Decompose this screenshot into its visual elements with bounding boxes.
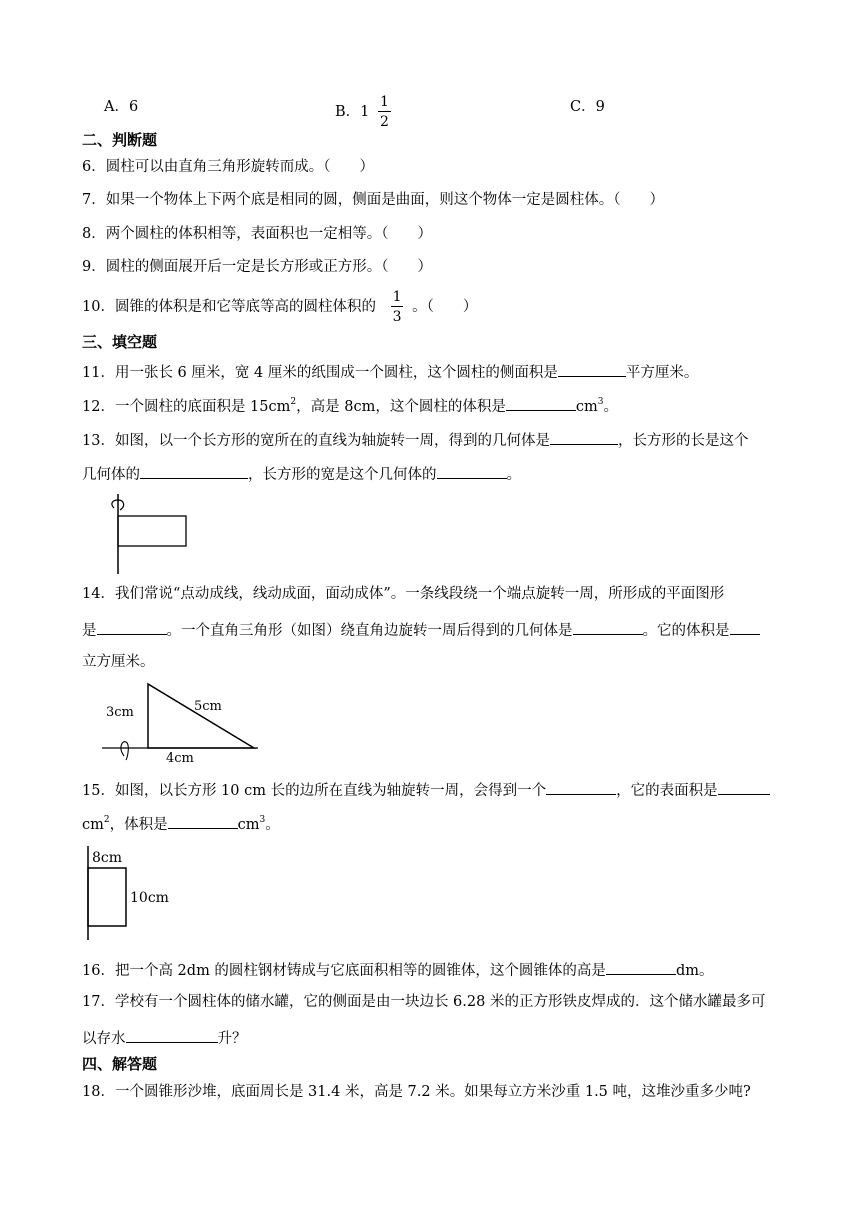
question-7: 7．如果一个物体上下两个底是相同的圆，侧面是曲面，则这个物体一定是圆柱体。（ ） — [82, 192, 664, 208]
question-17-line-1: 17．学校有一个圆柱体的储水罐，它的侧面是由一块边长 6.28 米的正方形铁皮焊成的．这个储水罐最多可 — [82, 994, 766, 1010]
triangle-hypotenuse-label: 5cm — [194, 699, 222, 714]
answer-blank[interactable] — [140, 462, 248, 479]
question-15-line-1 — [82, 778, 770, 801]
option-b-fraction — [378, 95, 391, 129]
superscript: 2 — [103, 815, 110, 825]
fraction-numerator: 1 — [380, 94, 389, 110]
question-15-unit: cm — [82, 817, 104, 833]
answer-blank[interactable] — [506, 394, 576, 411]
question-15-text: 15．如图，以长方形 10 cm 长的边所在直线为轴旋转一周，会得到一个 — [82, 783, 547, 799]
question-10-tail: 。（ ） — [412, 299, 478, 315]
rectangle-shape — [118, 516, 186, 546]
question-12 — [82, 394, 618, 417]
question-12-text-2: ，高是 8cm，这个圆柱的体积是 — [296, 399, 506, 415]
option-c: C．9 — [570, 99, 605, 115]
answer-blank[interactable] — [546, 778, 616, 795]
question-16 — [82, 958, 713, 981]
rectangle-top-label: 8cm — [92, 850, 123, 866]
answer-blank[interactable] — [606, 958, 676, 975]
triangle-height-label: 3cm — [106, 705, 134, 720]
question-13-end: 。 — [506, 467, 521, 483]
rectangle-rotation-figure — [108, 490, 194, 576]
fraction-denominator: 3 — [392, 309, 402, 325]
question-8: 8．两个圆柱的体积相等，表面积也一定相等。（ ） — [82, 226, 432, 242]
question-15-end: 。 — [265, 817, 280, 833]
answer-blank[interactable] — [573, 618, 643, 635]
answer-blank[interactable] — [558, 360, 626, 377]
answer-blank[interactable] — [126, 1026, 218, 1043]
question-13-line-1 — [82, 428, 748, 451]
question-17-line-2 — [82, 1026, 247, 1049]
rectangle-shape — [88, 868, 126, 926]
section-solve-title: 四、解答题 — [82, 1055, 158, 1073]
question-11 — [82, 360, 698, 383]
question-16-unit: dm。 — [675, 963, 714, 979]
question-14-line-1: 14．我们常说“点动成线，线动成面，面动成体”。一条线段绕一个端点旋转一周，所形成的平面图形 — [82, 586, 725, 602]
question-18: 18．一个圆锥形沙堆，底面周长是 31.4 米，高是 7.2 米。如果每立方米沙重 1.5 吨，这堆沙重多少吨? — [82, 1084, 751, 1100]
section-fill-title: 三、填空题 — [82, 333, 158, 351]
question-15-text-3: ，体积是 — [109, 817, 168, 833]
fraction-numerator: 1 — [392, 289, 402, 305]
question-11-text: 11．用一张长 6 厘米，宽 4 厘米的纸围成一个圆柱，这个圆柱的侧面积是 — [82, 365, 558, 381]
answer-blank[interactable] — [550, 428, 618, 445]
question-12-text: 12．一个圆柱的底面积是 15cm — [82, 399, 291, 415]
question-14-text-3: 。它的体积是 — [642, 623, 730, 639]
question-11-unit: 平方厘米。 — [625, 365, 699, 381]
fraction-denominator: 2 — [380, 114, 389, 130]
question-14-line-3: 立方厘米。 — [82, 654, 155, 670]
question-6: 6．圆柱可以由直角三角形旋转而成。（ ） — [82, 159, 374, 175]
question-13-text-3: 几何体的 — [82, 467, 140, 483]
superscript: 3 — [259, 815, 266, 825]
option-a: A．6 — [104, 99, 139, 115]
question-15-line-2 — [82, 812, 280, 835]
question-10-fraction — [391, 290, 404, 324]
option-b-prefix: B．1 — [335, 104, 370, 120]
question-13-text-4: ，长方形的宽是这个几何体的 — [248, 467, 437, 483]
question-15-unit-2: cm — [237, 817, 260, 833]
answer-blank[interactable] — [97, 618, 167, 635]
rectangle-figure-15 — [80, 844, 190, 944]
option-b — [335, 95, 395, 129]
question-13-text-2: ，长方形的长是这个 — [617, 433, 749, 449]
question-9: 9．圆柱的侧面展开后一定是长方形或正方形。（ ） — [82, 259, 432, 275]
question-10 — [82, 290, 477, 324]
section-judgement-title: 二、判断题 — [82, 131, 158, 149]
answer-blank[interactable] — [730, 618, 760, 635]
question-10-text: 10．圆锥的体积是和它等底等高的圆柱体积的 — [82, 299, 376, 315]
superscript: 2 — [290, 397, 297, 407]
question-16-text: 16．把一个高 2dm 的圆柱钢材铸成与它底面积相等的圆锥体，这个圆锥体的高是 — [82, 963, 606, 979]
right-triangle-figure — [100, 680, 260, 762]
question-15-text-2: ，它的表面积是 — [616, 783, 718, 799]
triangle-shape — [148, 684, 254, 748]
question-13-line-2 — [82, 462, 521, 485]
question-12-unit: cm — [575, 399, 598, 415]
question-14-line-2 — [82, 618, 760, 641]
rectangle-side-label: 10cm — [130, 890, 169, 906]
question-12-end: 。 — [603, 399, 618, 415]
superscript: 3 — [597, 397, 604, 407]
rotation-arrow-icon — [121, 742, 128, 760]
triangle-base-label: 4cm — [166, 751, 194, 762]
answer-blank[interactable] — [437, 462, 507, 479]
answer-blank[interactable] — [168, 812, 238, 829]
answer-blank[interactable] — [718, 778, 770, 795]
question-17-unit: 升？ — [217, 1031, 247, 1047]
question-13-text: 13．如图，以一个长方形的宽所在的直线为轴旋转一周，得到的几何体是 — [82, 433, 550, 449]
question-17-text: 以存水 — [82, 1031, 126, 1047]
question-14-text: 是 — [82, 623, 97, 639]
question-14-text-2: 。一个直角三角形（如图）绕直角边旋转一周后得到的几何体是 — [166, 623, 573, 639]
